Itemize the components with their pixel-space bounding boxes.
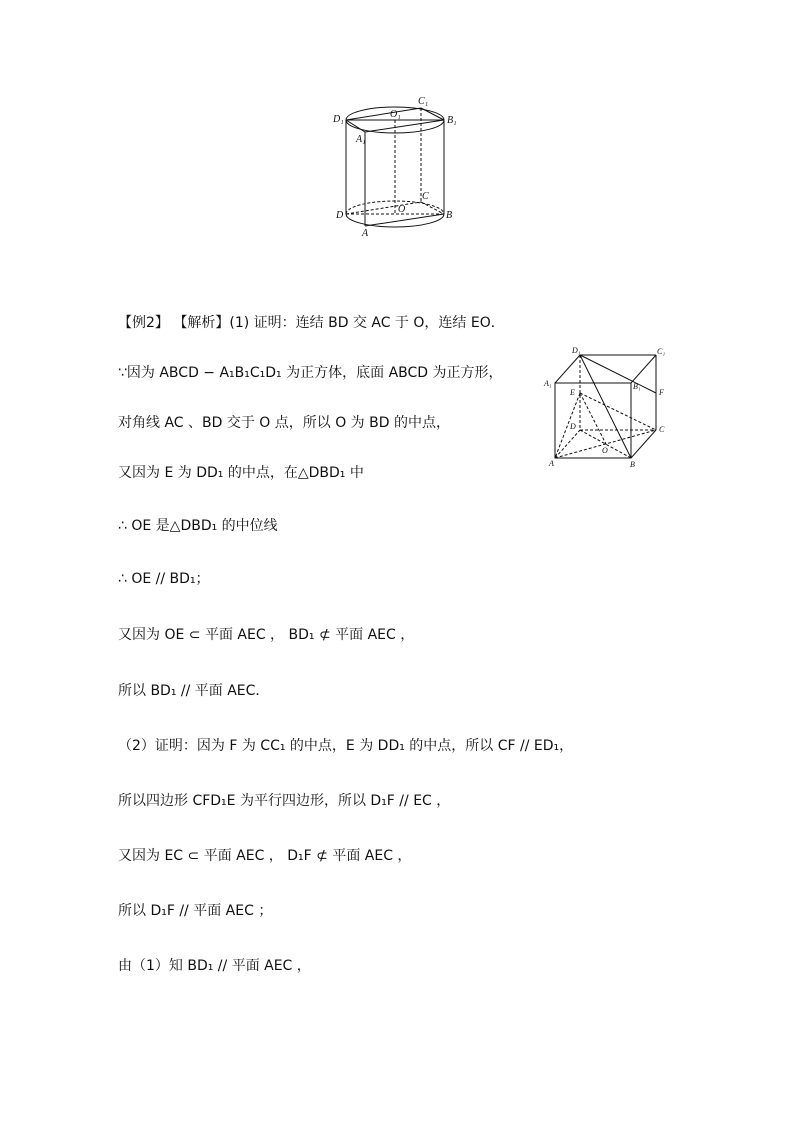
label-B: B [446, 210, 453, 221]
label-O: O [602, 446, 608, 455]
label-C1: C₁ [657, 347, 666, 356]
solution-line-2: ∵因为 ABCD − A₁B₁C₁D₁ 为正方体，底面 ABCD 为正方形， [118, 365, 503, 381]
solution-line-11: 又因为 EC ⊂ 平面 AEC ， D₁F ⊄ 平面 AEC ， [118, 848, 412, 864]
solution-line-8: 所以 BD₁ // 平面 AEC． [118, 683, 270, 699]
label-D1: D₁ [333, 114, 344, 125]
label-F: F [659, 388, 664, 397]
solution-line-12: 所以 D₁F // 平面 AEC ； [118, 903, 273, 919]
label-A1: A₁ [544, 379, 552, 388]
cylinder-diagram [330, 92, 470, 242]
solution-line-1: 【例2】 【解析】(1) 证明：连结 BD 交 AC 于 O，连结 EO． [118, 315, 505, 331]
label-B1: B₁ [447, 115, 457, 126]
label-C: C [659, 425, 665, 434]
solution-line-4: 又因为 E 为 DD₁ 的中点，在△DBD₁ 中 [118, 465, 364, 481]
label-B1: B₁ [633, 382, 641, 391]
solution-line-3: 对角线 AC 、BD 交于 O 点，所以 O 为 BD 的中点， [118, 415, 450, 431]
solution-line-9: （2）证明：因为 F 为 CC₁ 的中点，E 为 DD₁ 的中点，所以 CF // ED₁， [118, 738, 574, 754]
label-O: O [398, 204, 406, 215]
cube-diagram [540, 345, 675, 470]
solution-line-13: 由（1）知 BD₁ // 平面 AEC ， [118, 958, 311, 974]
label-D: D [570, 422, 576, 431]
cube-figure [540, 345, 675, 470]
label-C1: C₁ [418, 96, 429, 107]
label-A1: A₁ [356, 134, 366, 145]
label-A: A [362, 228, 369, 239]
label-E: E [570, 388, 575, 397]
solution-line-6: ∴ OE // BD₁； [118, 571, 210, 587]
label-D1: D₁ [572, 346, 581, 355]
solution-line-7: 又因为 OE ⊂ 平面 AEC ， BD₁ ⊄ 平面 AEC ， [118, 627, 415, 643]
solution-line-5: ∴ OE 是△DBD₁ 的中位线 [118, 518, 278, 534]
cylinder-figure [330, 92, 470, 242]
label-D: D [336, 210, 344, 221]
label-A: A [549, 459, 554, 468]
label-B: B [630, 460, 635, 469]
label-O1: O₁ [390, 109, 401, 120]
solution-line-10: 所以四边形 CFD₁E 为平行四边形，所以 D₁F // EC ， [118, 793, 451, 809]
label-C: C [422, 191, 429, 202]
